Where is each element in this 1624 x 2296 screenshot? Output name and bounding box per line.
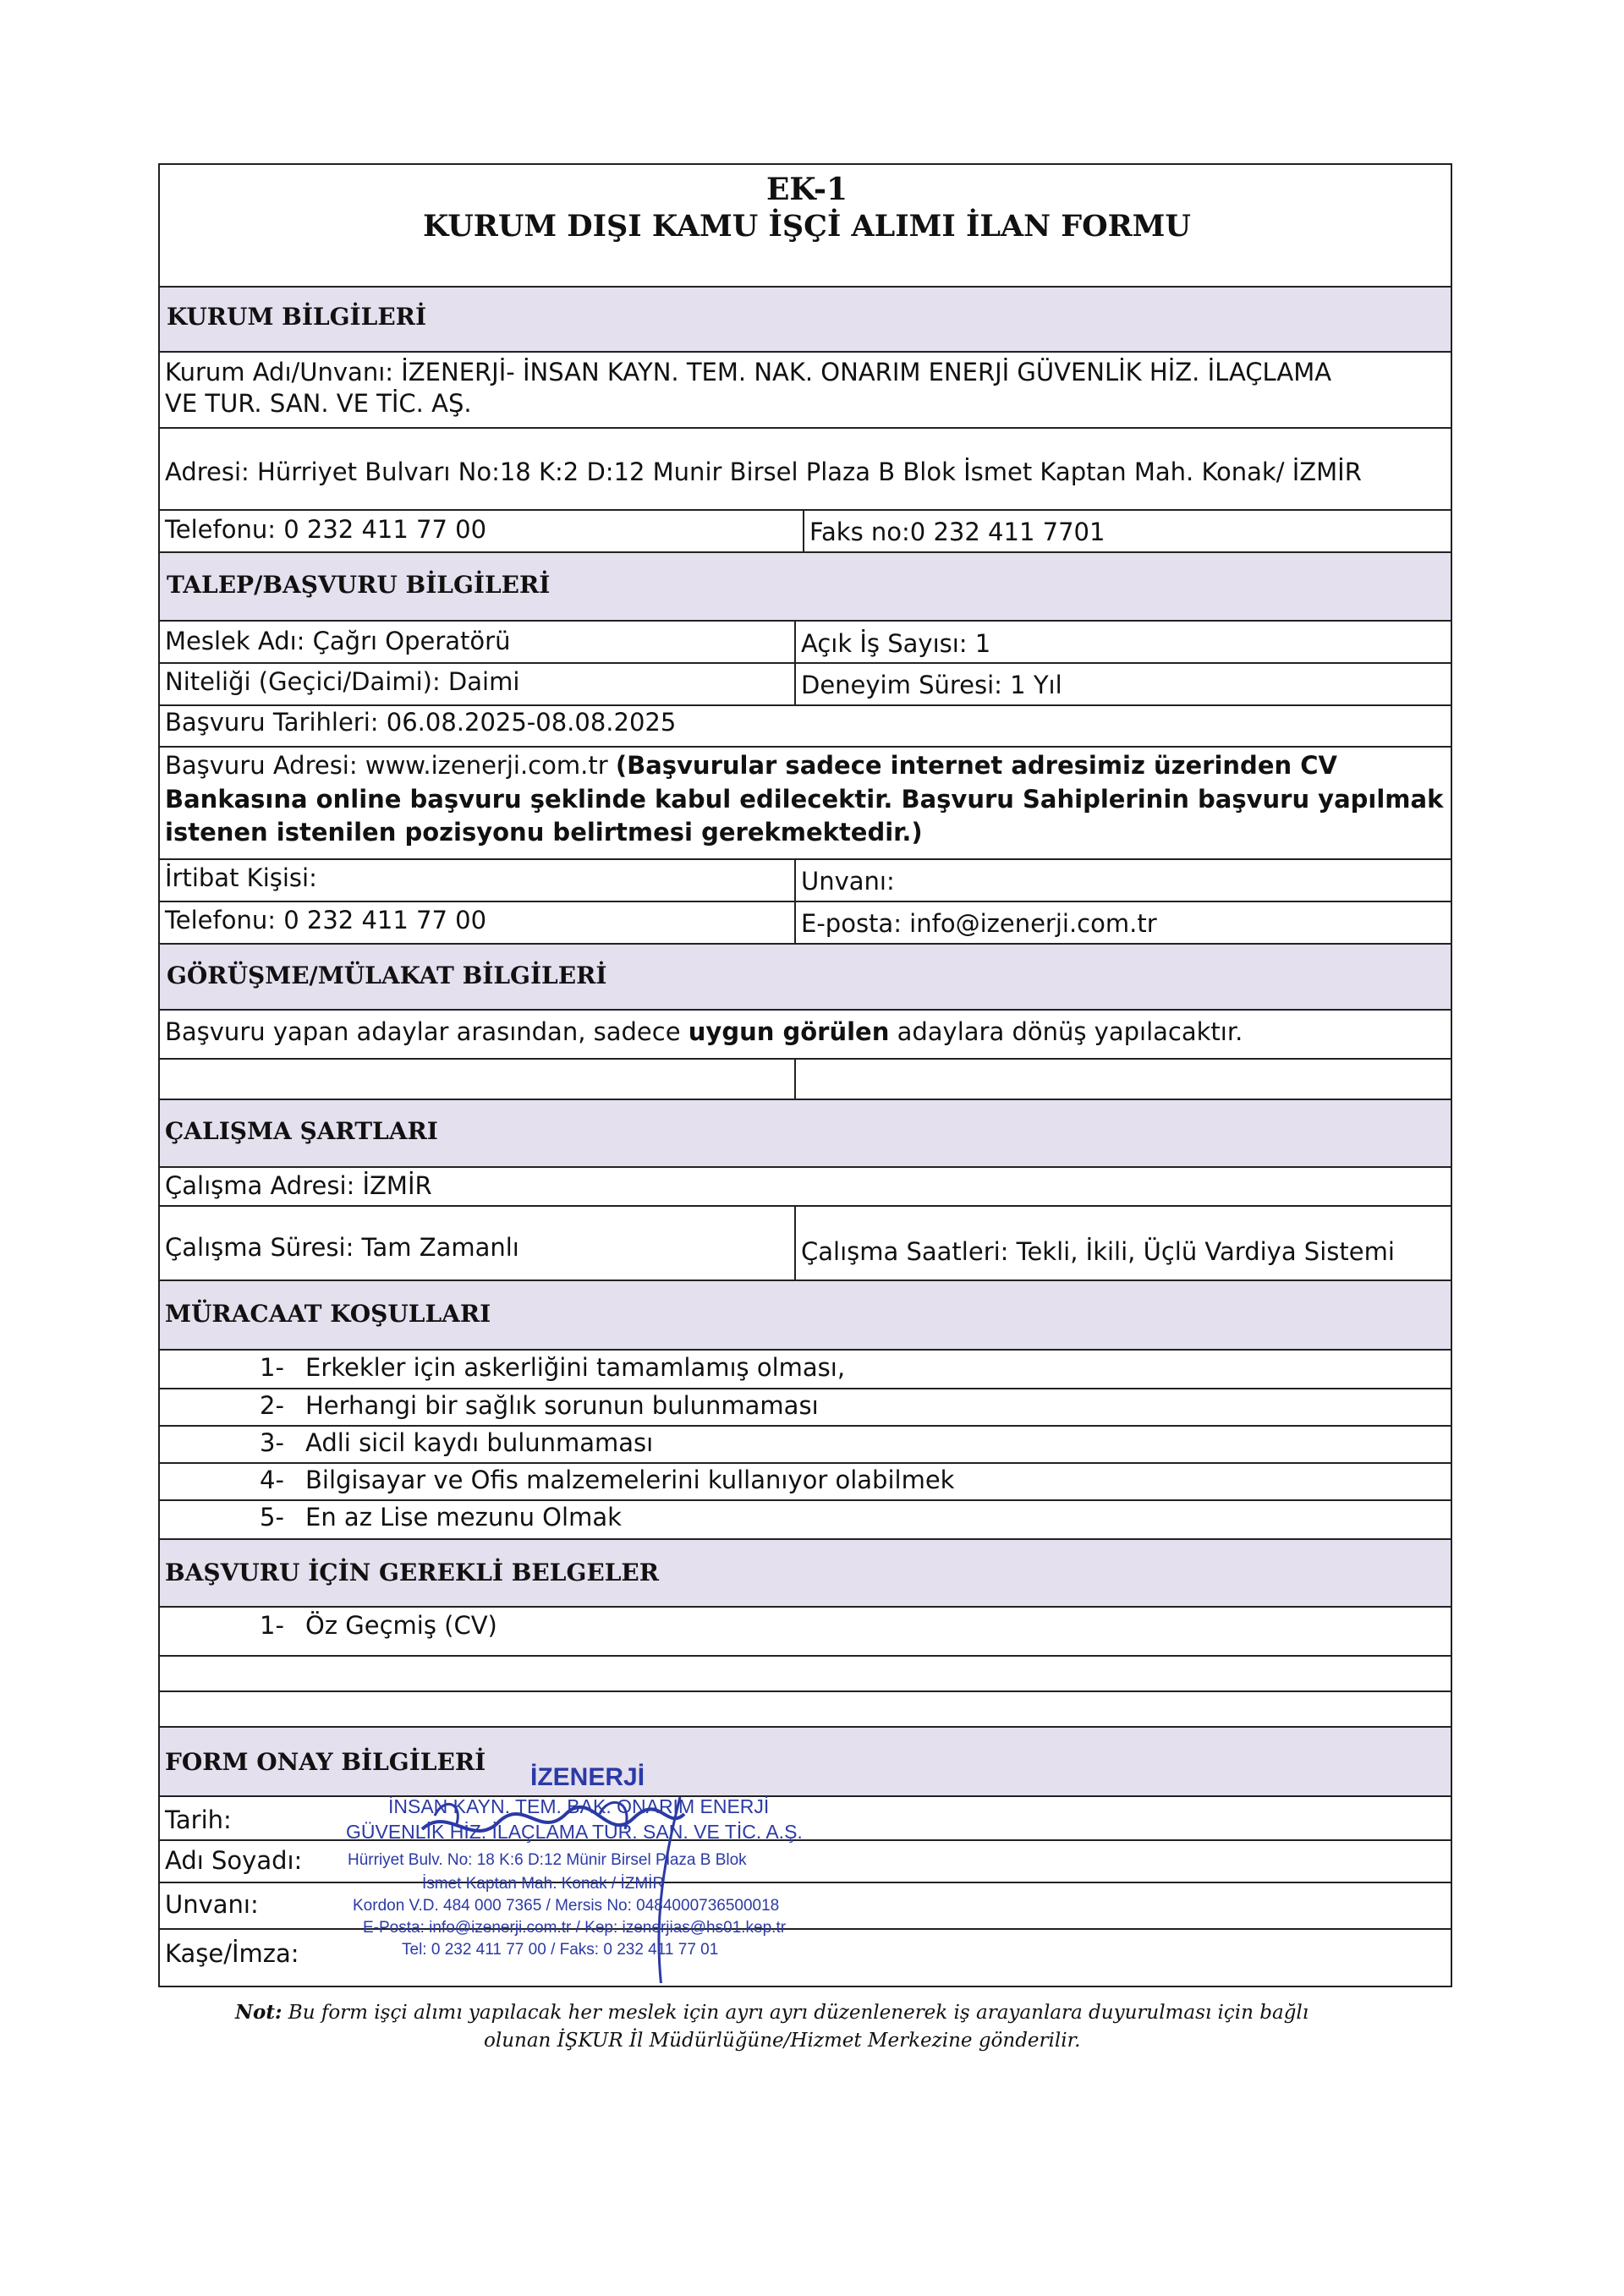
talep-irtibat: İrtibat Kişisi: (165, 863, 317, 892)
company-stamp (329, 1763, 921, 1983)
kurum-address: Adresi: Hürriyet Bulvarı No:18 K:2 D:12 Munir Birsel Plaza B Blok İsmet Kaptan Mah. Konak/ İZMİR (165, 458, 1362, 486)
form-frame (158, 163, 1452, 1987)
talep-adres-note2: Bankasına online başvuru şeklinde kabul edilecektir. Başvuru Sahiplerinin başvuru yapılmak (165, 785, 1444, 814)
onay-kase: Kaşe/İmza: (165, 1939, 299, 1968)
muracaat-item-num: 5- (260, 1503, 284, 1532)
talep-acik-is: Açık İş Sayısı: 1 (801, 629, 991, 658)
stamp-line5: İsmet Kaptan Mah. Konak / İZMİR (422, 1875, 665, 1893)
section-calisma-title: ÇALIŞMA ŞARTLARI (165, 1117, 438, 1145)
talep-telefon: Telefonu: 0 232 411 77 00 (165, 906, 487, 934)
talep-meslek: Meslek Adı: Çağrı Operatörü (165, 627, 511, 655)
belgeler-item-num: 1- (260, 1611, 284, 1640)
muracaat-item-num: 2- (260, 1391, 284, 1420)
kurum-name-line2: VE TUR. SAN. VE TİC. AŞ. (165, 389, 472, 418)
section-talep-title: TALEP/BAŞVURU BİLGİLERİ (167, 571, 551, 599)
gorusme-text-a: Başvuru yapan adaylar arasından, sadece (165, 1017, 689, 1046)
stamp-line4: Hürriyet Bulv. No: 18 K:6 D:12 Münir Birsel Plaza B Blok (348, 1851, 747, 1869)
muracaat-item-num: 4- (260, 1466, 284, 1494)
muracaat-item-num: 3- (260, 1428, 284, 1457)
stamp-line8: Tel: 0 232 411 77 00 / Faks: 0 232 411 77 01 (402, 1941, 719, 1959)
talep-deneyim: Deneyim Süresi: 1 Yıl (801, 671, 1062, 699)
talep-unvani: Unvanı: (801, 867, 895, 896)
muracaat-item-num: 1- (260, 1353, 284, 1382)
stamp-line2: İNSAN KAYN. TEM. BAK. ONARIM ENERJİ (388, 1795, 770, 1817)
gorusme-text (165, 1017, 1243, 1047)
footnote-label: Not: (235, 2001, 283, 2024)
muracaat-item: Erkekler için askerliğini tamamlamış olması, (305, 1353, 846, 1382)
stamp-line6: Kordon V.D. 484 000 7365 / Mersis No: 0484000736500018 (353, 1897, 780, 1915)
stamp-line7: E-Posta: info@izenerji.com.tr / Kep: izenerjias@hs01.kep.tr (363, 1919, 787, 1937)
section-gorusme-title: GÖRÜŞME/MÜLAKAT BİLGİLERİ (167, 962, 607, 989)
talep-tarihler: Başvuru Tarihleri: 06.08.2025-08.08.2025 (165, 708, 677, 737)
stamp-line3: GÜVENLİK HİZ. İLAÇLAMA TUR. SAN. VE TİC. A.Ş. (346, 1821, 803, 1843)
talep-adres-url: Başvuru Adresi: www.izenerji.com.tr (165, 751, 616, 780)
kurum-fax: Faks no:0 232 411 7701 (809, 518, 1106, 546)
talep-eposta: E-posta: info@izenerji.com.tr (801, 909, 1157, 938)
gorusme-text-b: uygun görülen (688, 1017, 890, 1046)
talep-adres-line1 (165, 751, 1337, 781)
section-kurum-title: KURUM BİLGİLERİ (167, 303, 427, 331)
section-muracaat-title: MÜRACAAT KOŞULLARI (165, 1300, 491, 1328)
muracaat-item: Herhangi bir sağlık sorunun bulunmaması (305, 1391, 819, 1420)
section-onay-title: FORM ONAY BİLGİLERİ (165, 1748, 486, 1776)
stamp-line1: İZENERJİ (530, 1763, 645, 1791)
onay-tarih: Tarih: (165, 1806, 232, 1834)
muracaat-item: Bilgisayar ve Ofis malzemelerini kullanıyor olabilmek (305, 1466, 955, 1494)
footnote-line2: olunan İŞKUR İl Müdürlüğüne/Hizmet Merkezine gönderilir. (484, 2030, 1081, 2052)
muracaat-item: Adli sicil kaydı bulunmaması (305, 1428, 654, 1457)
onay-adi-soyadi: Adı Soyadı: (165, 1846, 303, 1875)
signature-scribble (329, 1763, 921, 1983)
belgeler-item: Öz Geçmiş (CV) (305, 1611, 497, 1640)
calisma-adres: Çalışma Adresi: İZMİR (165, 1171, 432, 1200)
calisma-saatler: Çalışma Saatleri: Tekli, İkili, Üçlü Vardiya Sistemi (801, 1237, 1395, 1266)
footnote-line1 (235, 2001, 1309, 2024)
talep-adres-note1: (Başvurular sadece internet adresimiz üzerinden CV (615, 751, 1337, 780)
footnote-text1: Bu form işçi alımı yapılacak her meslek için ayrı ayrı düzenlenerek iş arayanlara duyurulması için bağlı (282, 2002, 1309, 2024)
muracaat-item: En az Lise mezunu Olmak (305, 1503, 622, 1532)
form-code: EK-1 (765, 172, 848, 207)
talep-adres-note3: istenen istenilen pozisyonu belirtmesi gerekmektedir.) (165, 818, 923, 847)
gorusme-text-c: adaylara dönüş yapılacaktır. (889, 1017, 1243, 1046)
kurum-phone: Telefonu: 0 232 411 77 00 (165, 515, 487, 544)
calisma-sure: Çalışma Süresi: Tam Zamanlı (165, 1233, 519, 1262)
form-title: KURUM DIŞI KAMU İŞÇİ ALIMI İLAN FORMU (423, 209, 1191, 244)
talep-niteligi: Niteliği (Geçici/Daimi): Daimi (165, 667, 520, 696)
section-belgeler-title: BAŞVURU İÇİN GEREKLİ BELGELER (165, 1559, 659, 1586)
kurum-name-line1: Kurum Adı/Unvanı: İZENERJİ- İNSAN KAYN. TEM. NAK. ONARIM ENERJİ GÜVENLİK HİZ. İLAÇLAMA (165, 358, 1332, 386)
onay-unvani: Unvanı: (165, 1890, 259, 1919)
